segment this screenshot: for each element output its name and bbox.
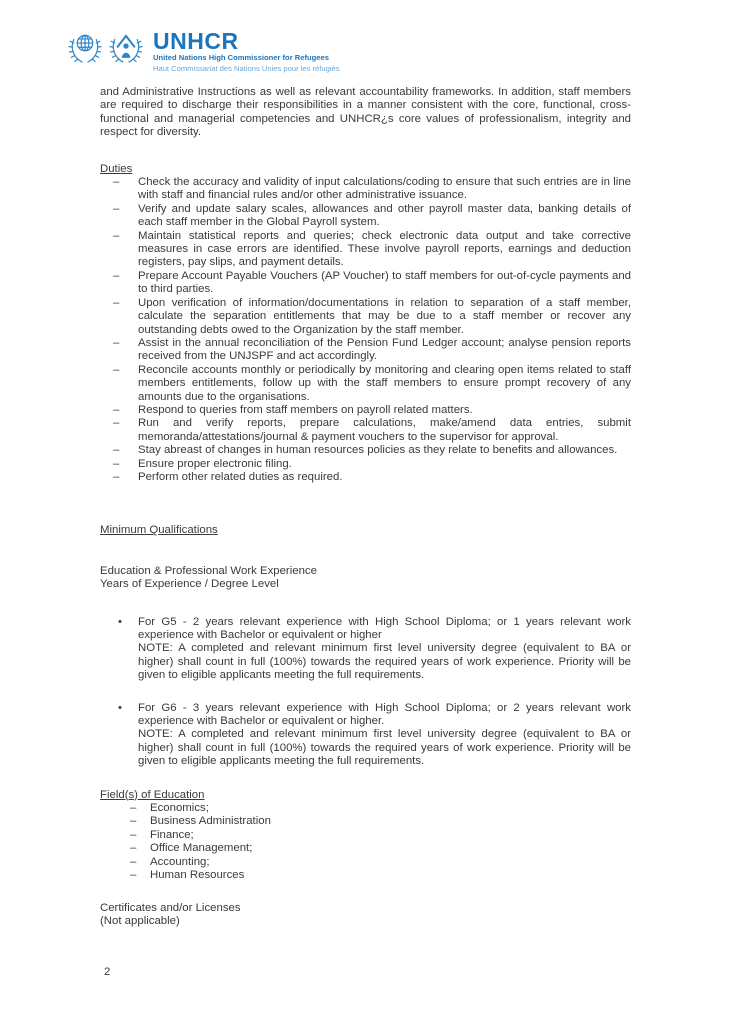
item-text: Stay abreast of changes in human resources policies as they relate to benefits and allowances. bbox=[138, 444, 618, 457]
page-number: 2 bbox=[104, 966, 111, 978]
item-text: Respond to queries from staff members on payroll related matters. bbox=[138, 403, 473, 416]
list-item bbox=[118, 702, 631, 769]
logo-acronym: UNHCR bbox=[153, 28, 239, 54]
education-subheading bbox=[100, 565, 631, 592]
list-item bbox=[130, 869, 631, 882]
bullet-body bbox=[138, 616, 631, 683]
dash-marker: – bbox=[113, 457, 120, 470]
item-text: Perform other related duties as required. bbox=[138, 470, 343, 483]
item-text: Office Management; bbox=[150, 842, 253, 855]
education-subheading-line2: Years of Experience / Degree Level bbox=[100, 578, 279, 591]
bullet-text: For G6 - 3 years relevant experience with High School Diploma; or 2 years relevant work experience with Bachelor or equivalent or higher. bbox=[138, 701, 631, 728]
list-item bbox=[113, 176, 631, 203]
item-text: Verify and update salary scales, allowances and other payroll master data, banking details of each staff member in the Global Payroll system. bbox=[138, 202, 631, 229]
unhcr-emblem-icon bbox=[107, 27, 145, 71]
dash-marker: – bbox=[130, 869, 137, 882]
dash-marker: – bbox=[113, 269, 120, 282]
list-item bbox=[113, 203, 631, 230]
list-item bbox=[113, 337, 631, 364]
duties-heading: Duties bbox=[100, 162, 133, 175]
item-text: Economics; bbox=[150, 802, 209, 815]
bullet-note: NOTE: A completed and relevant minimum first level university degree (equivalent to BA or higher) shall count in full (100%) towards the required years of work experience. Priority will be given to eligible applicants meeting the full requirements. bbox=[138, 728, 631, 768]
list-item bbox=[118, 616, 631, 683]
list-item bbox=[130, 829, 631, 842]
dash-marker: – bbox=[113, 229, 120, 242]
intro-paragraph: and Administrative Instructions as well as relevant accountability frameworks. In addition, staff members are required to discharge their responsibilities in a manner consistent with the core, functional, cross-functional and managerial competencies and UNHCR¿s core values of professionalism, integrity and respect for diversity. bbox=[100, 86, 631, 139]
list-item bbox=[113, 270, 631, 297]
certificates-value: (Not applicable) bbox=[100, 914, 180, 927]
fields-heading: Field(s) of Education bbox=[100, 788, 205, 801]
dash-marker: – bbox=[113, 363, 120, 376]
list-item bbox=[113, 230, 631, 270]
dash-marker: – bbox=[130, 855, 137, 868]
list-item bbox=[130, 856, 631, 869]
item-text: Business Administration bbox=[150, 815, 271, 828]
item-text: Check the accuracy and validity of input calculations/coding to ensure that such entries are in line with staff and financial rules and/or other administrative issuance. bbox=[138, 176, 631, 202]
un-emblem-icon bbox=[66, 27, 104, 71]
list-item bbox=[130, 802, 631, 815]
bullet-marker: • bbox=[118, 615, 122, 628]
bullet-marker: • bbox=[118, 701, 122, 714]
list-item bbox=[113, 404, 631, 417]
certificates-block bbox=[100, 902, 631, 929]
logo-name-fr: Haut Commissariat des Nations Unies pour les réfugiés bbox=[153, 63, 340, 73]
item-text: Run and verify reports, prepare calculations, make/amend data entries, submit memoranda/attestations/journal & payment vouchers to the supervisor for approval. bbox=[138, 417, 631, 443]
dash-marker: – bbox=[130, 802, 137, 815]
list-item bbox=[130, 815, 631, 828]
unhcr-logo bbox=[66, 27, 340, 73]
dash-marker: – bbox=[113, 444, 120, 457]
item-text: Prepare Account Payable Vouchers (AP Voucher) to staff members for out-of-cycle payments and to third parties. bbox=[138, 269, 631, 296]
education-subheading-line1: Education & Professional Work Experience bbox=[100, 564, 317, 577]
dash-marker: – bbox=[113, 296, 120, 309]
item-text: Finance; bbox=[150, 828, 194, 841]
dash-marker: – bbox=[113, 176, 120, 189]
list-item bbox=[113, 444, 631, 457]
dash-marker: – bbox=[130, 828, 137, 841]
document-content bbox=[100, 86, 631, 928]
bullet-note: NOTE: A completed and relevant minimum first level university degree (equivalent to BA or higher) shall count in full (100%) towards the required years of work experience. Priority will be given to eligible applicants meeting the full requirements. bbox=[138, 642, 631, 682]
item-text: Accounting; bbox=[150, 855, 210, 868]
list-item bbox=[130, 842, 631, 855]
item-text: Human Resources bbox=[150, 869, 245, 882]
dash-marker: – bbox=[113, 417, 120, 430]
qualifications-heading: Minimum Qualifications bbox=[100, 524, 218, 537]
dash-marker: – bbox=[113, 470, 120, 483]
bullet-text: For G5 - 2 years relevant experience with High School Diploma; or 1 years relevant work experience with Bachelor or equivalent or higher bbox=[138, 615, 631, 641]
list-item bbox=[113, 458, 631, 471]
certificates-heading: Certificates and/or Licenses bbox=[100, 901, 241, 914]
logo-name-en: United Nations High Commissioner for Refugees bbox=[153, 53, 329, 62]
item-text: Upon verification of information/documentations in relation to separation of a staff member, calculate the separation entitlements that may be due to a staff member or recover any outstanding debts owed to the Organization by the staff member. bbox=[138, 296, 631, 336]
bullet-body bbox=[138, 702, 631, 769]
logo-text-block bbox=[153, 27, 340, 73]
list-item bbox=[113, 297, 631, 337]
qualification-list bbox=[100, 616, 631, 769]
item-text: Ensure proper electronic filing. bbox=[138, 457, 292, 470]
list-item bbox=[113, 364, 631, 404]
dash-marker: – bbox=[113, 202, 120, 215]
duties-list bbox=[100, 176, 631, 484]
item-text: Reconcile accounts monthly or periodically by monitoring and clearing open items related to staff members entitlements, follow up with the staff members to ensure prompt recovery of any amounts due to the organisations. bbox=[138, 363, 631, 403]
list-item bbox=[113, 417, 631, 444]
dash-marker: – bbox=[130, 815, 137, 828]
item-text: Assist in the annual reconciliation of the Pension Fund Ledger account; analyse pension reports received from the UNJSPF and act accordingly. bbox=[138, 336, 631, 363]
dash-marker: – bbox=[130, 842, 137, 855]
item-text: Maintain statistical reports and queries; check electronic data output and take corrective measures in case errors are identified. These involve payroll reports, earnings and deduction registers, pay slips, and payment details. bbox=[138, 229, 631, 269]
dash-marker: – bbox=[113, 336, 120, 349]
dash-marker: – bbox=[113, 403, 120, 416]
fields-list bbox=[100, 802, 631, 882]
list-item bbox=[113, 471, 631, 484]
